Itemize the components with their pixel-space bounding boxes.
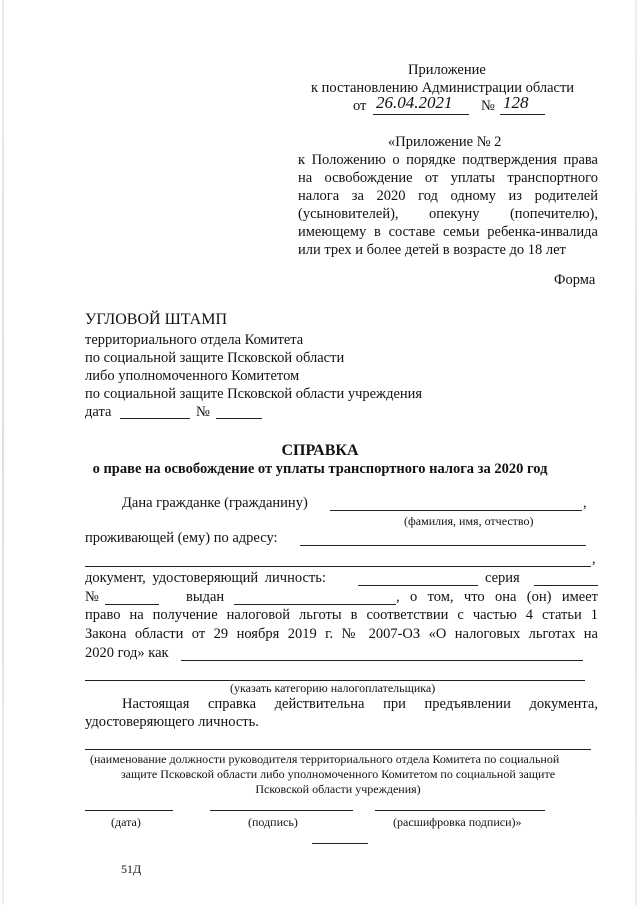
handwritten-number: 128 [503, 93, 529, 112]
as-label: 2020 год» как [85, 645, 169, 661]
position-hint-3: Псковской области учреждения) [255, 782, 421, 796]
handwritten-date: 26.04.2021 [376, 93, 453, 112]
id-doc-field [358, 585, 478, 586]
annex-line: к Положению о порядке подтверждения права [298, 152, 598, 168]
stamp-line: по социальной защите Псковской области [85, 350, 345, 366]
position-hint-2: защите Псковской области либо уполномоченного Комитетом по социальной защите [120, 767, 556, 781]
stamp-date-field [120, 418, 190, 419]
issued-by-field [234, 604, 396, 605]
annex-line: налога за 2020 год одному из родителей [298, 188, 598, 204]
annex-line: или трех и более детей в возрасте до 18 лет [298, 242, 566, 258]
page-code: 51Д [121, 862, 142, 876]
body-line: право на получение налоговой льготы в соответствии с частью 4 статьи 1 [85, 607, 598, 623]
annex-title: «Приложение № 2 [388, 134, 502, 150]
series-field [534, 585, 598, 586]
document-title: СПРАВКА [281, 442, 359, 459]
address-comma: , [592, 551, 596, 567]
id-doc-label: документ, удостоверяющий личность: [85, 570, 326, 586]
doc-number-label: № [85, 589, 99, 605]
sig-decode-hint: (расшифровка подписи)» [393, 815, 522, 829]
sig-date-hint: (дата) [111, 815, 141, 829]
position-hint-1: (наименование должности руководителя территориального отдела Комитета по социальной [90, 752, 560, 766]
annex-line: (усыновителей), опекуну (попечителю), [298, 206, 598, 222]
doc-number-field [105, 604, 159, 605]
category-field [181, 660, 583, 661]
date-sig-field [85, 810, 173, 811]
stamp-line: территориального отдела Комитета [85, 332, 304, 348]
appendix-subtitle: к постановлению Администрации области [311, 80, 575, 96]
number-underline [500, 114, 545, 115]
stamp-number-field [216, 418, 262, 419]
sign-field [210, 810, 353, 811]
position-field [85, 749, 591, 750]
stamp-title: УГЛОВОЙ ШТАМП [85, 311, 228, 328]
decode-field [375, 810, 545, 811]
stamp-line: либо уполномоченного Комитетом [85, 368, 300, 384]
stamp-date-label: дата [85, 404, 112, 420]
series-label: серия [485, 570, 520, 586]
number-prefix: № [481, 98, 495, 114]
annex-line: на освобождение от уплаты транспортного [298, 170, 598, 186]
category-hint: (указать категорию налогоплательщика) [230, 681, 436, 695]
issued-by-label: выдан [186, 589, 225, 605]
fio-field [330, 510, 582, 511]
form-label: Форма [554, 272, 596, 288]
end-rule [312, 843, 368, 844]
issued-to-label: Дана гражданке (гражданину) [122, 495, 308, 511]
fio-comma: , [583, 495, 587, 511]
stamp-line: по социальной защите Псковской области учреждения [85, 386, 423, 402]
sig-sign-hint: (подпись) [248, 815, 298, 829]
address-field-2 [85, 566, 591, 567]
annex-line: имеющему в составе семьи ребенка-инвалида [298, 224, 598, 240]
validity-line-1: Настоящая справка действительна при предъявлении документа, [122, 696, 598, 712]
date-prefix: от [353, 98, 367, 114]
that-text: , о том, что она (он) имеет [396, 589, 598, 605]
date-underline [373, 114, 469, 115]
validity-line-2: удостоверяющего личность. [85, 714, 259, 730]
body-line: Закона области от 29 ноября 2019 г. № 2007-ОЗ «О налоговых льготах на [85, 626, 598, 642]
stamp-number-label: № [196, 404, 210, 420]
document-subtitle: о праве на освобождение от уплаты транспортного налога за 2020 год [92, 461, 548, 477]
address-field [300, 545, 586, 546]
address-label: проживающей (ему) по адресу: [85, 530, 278, 546]
fio-hint: (фамилия, имя, отчество) [404, 514, 534, 528]
appendix-title: Приложение [408, 62, 486, 78]
